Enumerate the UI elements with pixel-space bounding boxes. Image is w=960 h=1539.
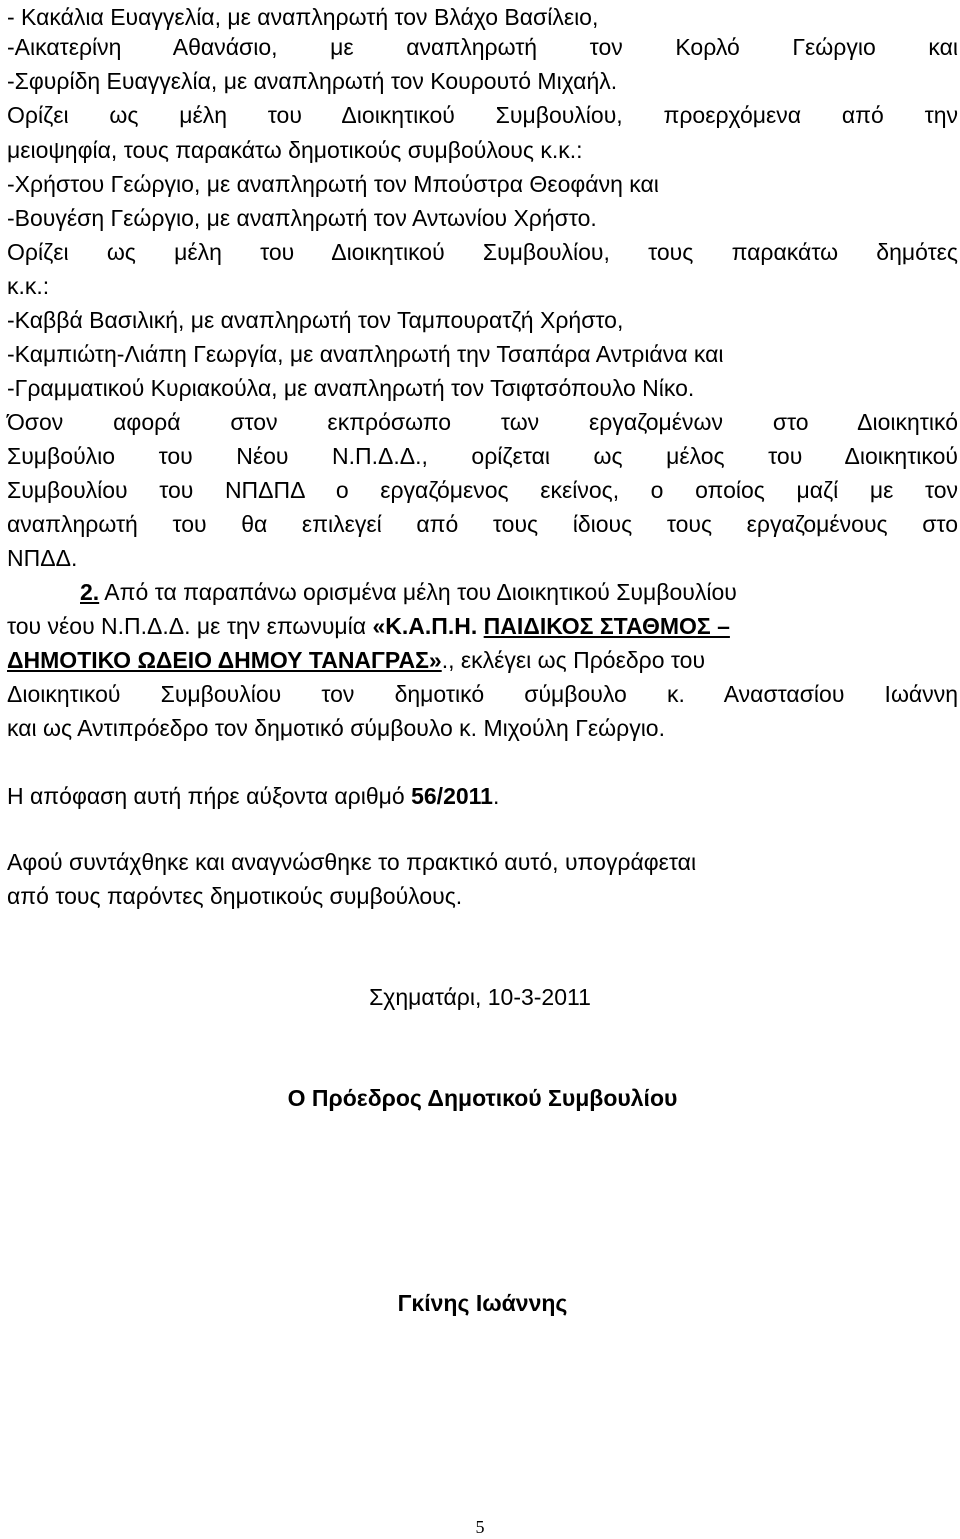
- text-line: κ.κ.:: [7, 273, 50, 299]
- signature-title: Ο Πρόεδρος Δημοτικού Συμβουλίου: [287, 1085, 678, 1111]
- text-line: -Καββά Βασιλική, με αναπληρωτή τον Ταμπουρατζή Χρήστο,: [7, 307, 624, 333]
- org-name: ΔΗΜΟΤΙΚΟ ΩΔΕΙΟ ΔΗΜΟΥ ΤΑΝΑΓΡΑΣ»: [7, 647, 442, 673]
- signatory-name: Γκίνης Ιωάννης: [397, 1290, 568, 1316]
- text-line: Συμβουλίου του ΝΠΔΠΔ ο εργαζόμενος εκείνος, ο οποίος μαζί με τον: [7, 477, 958, 503]
- text-line: Ορίζει ως μέλη του Διοικητικού Συμβουλίου, προερχόμενα από την: [7, 102, 958, 128]
- text-line: ΝΠΔΔ.: [7, 545, 78, 571]
- text-line: -Καμπιώτη-Λιάπη Γεωργία, με αναπληρωτή την Τσαπάρα Αντριάνα και: [7, 341, 724, 367]
- text-line: -Αικατερίνη Αθανάσιο, με αναπληρωτή τον Κορλό Γεώργιο και: [7, 34, 958, 60]
- org-name: ΠΑΙΔΙΚΟΣ ΣΤΑΘΜΟΣ –: [483, 613, 730, 639]
- text-line: Συμβούλιο του Νέου Ν.Π.Δ.Δ., ορίζεται ως μέλος του Διοικητικού: [7, 443, 958, 469]
- text-line: - Κακάλια Ευαγγελία, με αναπληρωτή τον Βλάχο Βασίλειο,: [7, 4, 599, 30]
- decision-line: [7, 779, 958, 813]
- item-2-line-3: [7, 643, 958, 677]
- text-line: -Γραμματικού Κυριακούλα, με αναπληρωτή τον Τσιφτσόπουλο Νίκο.: [7, 375, 695, 401]
- item-2-line-1: [7, 575, 958, 609]
- text-line: μειοψηφία, τους παρακάτω δημοτικούς συμβούλους κ.κ.:: [7, 137, 583, 163]
- org-name: «Κ.Α.Π.Η.: [372, 613, 484, 639]
- text-line: -Βουγέση Γεώργιο, με αναπληρωτή τον Αντωνίου Χρήστο.: [7, 205, 597, 231]
- page-number: 5: [475, 1517, 485, 1537]
- item-2-line-4: Διοικητικού Συμβουλίου τον δημοτικό σύμβουλο κ. Αναστασίου Ιωάννη: [7, 681, 958, 707]
- item-2-line-2: [7, 609, 958, 643]
- text-line: Όσον αφορά στον εκπρόσωπο των εργαζομένων στο Διοικητικό: [7, 409, 958, 435]
- text-line: -Σφυρίδη Ευαγγελία, με αναπληρωτή τον Κουρουτό Μιχαήλ.: [7, 68, 618, 94]
- closing-line-1: Αφού συντάχθηκε και αναγνώσθηκε το πρακτικό αυτό, υπογράφεται: [7, 849, 697, 875]
- item-2-number: 2.: [80, 579, 100, 605]
- text-line: -Χρήστου Γεώργιο, με αναπληρωτή τον Μπούστρα Θεοφάνη και: [7, 171, 659, 197]
- text-line: Ορίζει ως μέλη του Διοικητικού Συμβουλίου, τους παρακάτω δημότες: [7, 239, 958, 265]
- item-2-text: Από τα παραπάνω ορισμένα μέλη του Διοικητικού Συμβουλίου: [99, 579, 737, 605]
- item-2-text: του νέου Ν.Π.Δ.Δ. με την επωνυμία: [7, 613, 373, 639]
- text-line: αναπληρωτή του θα επιλεγεί από τους ίδιους τους εργαζομένους στο: [7, 511, 958, 537]
- closing-line-2: από τους παρόντες δημοτικούς συμβούλους.: [7, 883, 463, 909]
- decision-number: 56/2011: [411, 783, 493, 809]
- place-date: Σχηματάρι, 10-3-2011: [369, 984, 591, 1010]
- decision-end: .: [492, 783, 500, 809]
- decision-text: Η απόφαση αυτή πήρε αύξοντα αριθμό: [7, 783, 412, 809]
- item-2-text: ., εκλέγει ως Πρόεδρο του: [441, 647, 706, 673]
- item-2-line-5: και ως Αντιπρόεδρο τον δημοτικό σύμβουλο κ. Μιχούλη Γεώργιο.: [7, 715, 665, 741]
